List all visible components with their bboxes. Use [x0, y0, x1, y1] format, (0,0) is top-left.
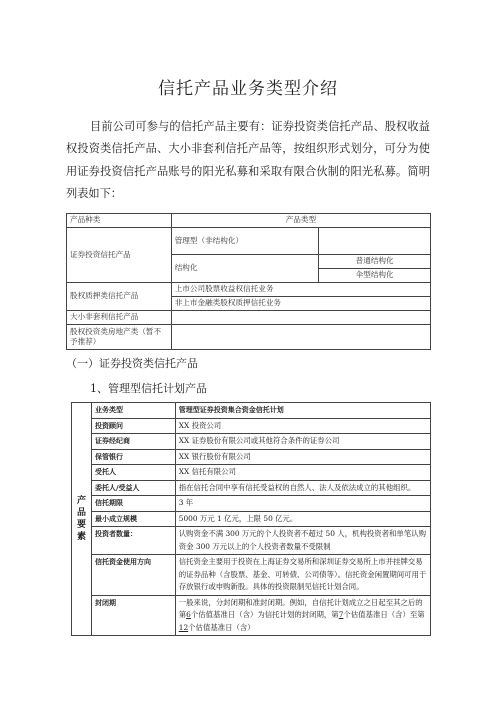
row-label: 最小成立规模 — [91, 511, 175, 527]
closed-number: 6 — [186, 610, 191, 619]
product-elements-table — [71, 402, 431, 636]
cell-managed: 管理型（非结构化） — [171, 228, 319, 255]
table-row — [67, 311, 431, 325]
section-heading-1: （一）证券投资类信托产品 — [66, 357, 198, 370]
header-product: 产品种类 — [67, 214, 172, 228]
closed-number: 12 — [178, 622, 189, 632]
cell-empty — [319, 228, 431, 255]
closed-text-b: 个估值基准日（含）为信托计划的封闭期，第 — [190, 610, 339, 619]
closed-text-a: 一般来说，分封闭期和准封闭期。例如，自信托计划成立之日起至其之后的第 — [178, 597, 423, 619]
cell-structured: 结构化 — [171, 255, 319, 283]
table-row — [72, 418, 431, 434]
row-label: 保管银行 — [91, 449, 175, 465]
side-label: 产品要素 — [72, 403, 92, 636]
cell-securities: 证券投资信托产品 — [67, 228, 172, 283]
cell-nonlisted: 非上市金融类股权质押信托业务 — [171, 297, 430, 311]
cell-empty — [171, 325, 430, 350]
table-row — [72, 449, 431, 465]
cell-umbrella-structured: 伞型结构化 — [319, 269, 431, 283]
table-row — [72, 527, 431, 555]
table-row — [67, 228, 431, 255]
row-value: XX 信托有限公司 — [175, 465, 430, 481]
row-value: 管理型证券投资集合资金信托计划 — [175, 403, 430, 419]
closed-text-c: 个估值基准日（含）至第 — [343, 610, 425, 619]
cell-real-estate: 股权投资类房地产类（暂不予推荐） — [67, 325, 172, 350]
table-row — [72, 403, 431, 419]
cell-empty — [171, 311, 430, 325]
table-row — [67, 283, 431, 297]
row-label: 业务类型 — [91, 403, 175, 419]
intro-paragraph: 目前公司可参与的信托产品主要有：证券投资类信托产品、股权收益权投资类信托产品、大小非套利信托产品等，按组织形式划分，可分为使用证券投资信托产品账号的阳光私募和采取有限合伙制的阳光私募。简明列表如下： — [66, 120, 430, 201]
table-row — [67, 214, 431, 228]
row-label: 受托人 — [91, 465, 175, 481]
row-label: 信托资金使用方向 — [91, 555, 175, 596]
table-row — [72, 555, 431, 596]
header-type: 产品类型 — [171, 214, 430, 228]
row-label: 信托期限 — [91, 496, 175, 512]
table-row — [72, 496, 431, 512]
row-value: 3 年 — [175, 496, 430, 512]
page-title: 信托产品业务类型介绍 — [158, 79, 338, 99]
row-label: 封闭期 — [91, 595, 175, 636]
row-value — [175, 595, 430, 636]
row-value: XX 证券股份有限公司或其他符合条件的证券公司 — [175, 434, 430, 450]
cell-arbitrage: 大小非套利信托产品 — [67, 311, 172, 325]
row-value: 5000 万元 1 亿元，上限 50 亿元。 — [175, 511, 430, 527]
table-row — [72, 434, 431, 450]
cell-ordinary-structured: 普通结构化 — [319, 255, 431, 269]
table-row — [72, 511, 431, 527]
row-value: 认购资金不满 300 万元的个人投资者不超过 50 人，机构投资者和单笔认购资金 300 万元以上的个人投资者数量不受限制 — [175, 527, 430, 555]
closed-text-d: 个估值基准日（含） — [188, 622, 255, 632]
table-row — [72, 465, 431, 481]
row-value: XX 投资公司 — [175, 418, 430, 434]
cell-equity-pledge: 股权质押类信托产品 — [67, 283, 172, 311]
section-heading-2: 1、管理型信托计划产品 — [90, 382, 207, 395]
table-row — [72, 480, 431, 496]
row-label: 投资顾问 — [91, 418, 175, 434]
row-label: 证券经纪商 — [91, 434, 175, 450]
cell-listed: 上市公司股票收益权信托业务 — [171, 283, 430, 297]
row-value: 指在信托合同中享有信托受益权的自然人、法人及依法成立的其他组织。 — [175, 480, 430, 496]
product-type-table — [66, 213, 431, 350]
closed-number: 7 — [338, 610, 344, 619]
table-row — [72, 595, 431, 636]
row-value: XX 银行股份有限公司 — [175, 449, 430, 465]
row-value: 信托资金主要用于投资在上海证券交易所和深圳证券交易所上市并挂牌交易的证券品种（含股票、基金、可转债、公司债等）。信托资金闲置期间可用于存放银行或申购新股。具体的投资限制见信托计划合同。 — [175, 555, 430, 596]
row-label: 委托人/受益人 — [91, 480, 175, 496]
table-row — [67, 325, 431, 350]
row-label: 投资者数量： — [91, 527, 175, 555]
